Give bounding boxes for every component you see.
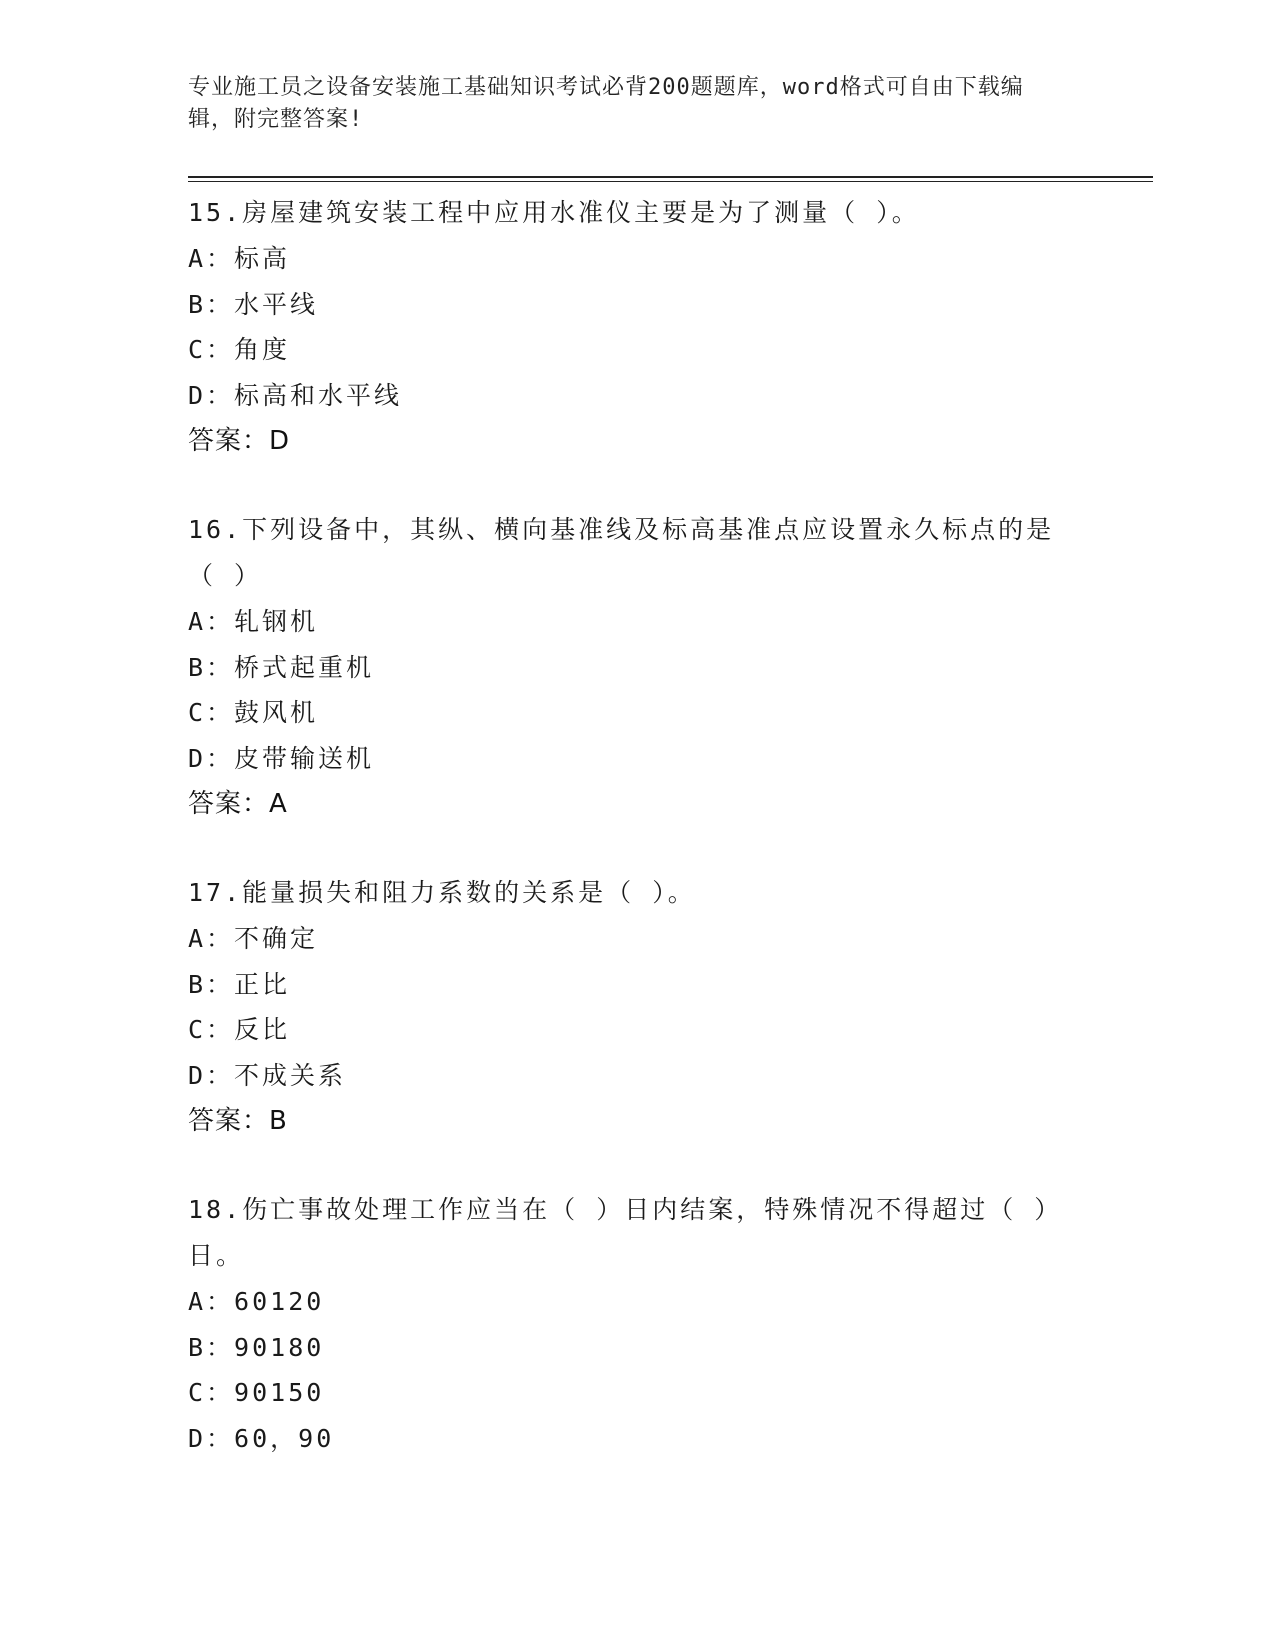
option-a: A：轧钢机: [188, 607, 319, 636]
question-16: [188, 507, 1153, 827]
question-stem: 15.房屋建筑安装工程中应用水准仪主要是为了测量（ ）。: [188, 198, 920, 227]
document-header: 专业施工员之设备安装施工基础知识考试必背200题题库，word格式可自由下载编辑，附完整答案!: [188, 75, 1024, 132]
answer-line: 答案：D: [188, 426, 291, 456]
header-divider-thin: [188, 181, 1153, 182]
option-d: D：不成关系: [188, 1060, 347, 1090]
answer-line: 答案：B: [188, 1106, 288, 1136]
answer-line: 答案：A: [188, 789, 288, 819]
option-b: B：桥式起重机: [188, 652, 375, 682]
option-c: C：鼓风机: [188, 698, 319, 727]
option-c: C：90150: [188, 1378, 325, 1407]
header-divider-thick: [188, 176, 1153, 178]
option-b: B：水平线: [188, 289, 319, 319]
question-list: [188, 190, 1153, 1504]
option-b: B：正比: [188, 969, 291, 999]
option-d: D：60，90: [188, 1423, 335, 1453]
option-a: A：60120: [188, 1287, 325, 1316]
option-d: D：标高和水平线: [188, 380, 403, 410]
question-18: [188, 1187, 1153, 1461]
question-stem: 17.能量损失和阻力系数的关系是（ ）。: [188, 878, 696, 907]
question-stem: 16.下列设备中，其纵、横向基准线及标高基准点应设置永久标点的是（ ）: [188, 515, 1055, 590]
option-c: C：反比: [188, 1015, 291, 1044]
question-stem: 18.伤亡事故处理工作应当在（ ）日内结案，特殊情况不得超过（ ）日。: [188, 1195, 1063, 1270]
option-b: B：90180: [188, 1332, 325, 1362]
question-17: [188, 870, 1153, 1144]
option-d: D：皮带输送机: [188, 743, 375, 773]
option-c: C：角度: [188, 335, 291, 364]
question-15: [188, 190, 1153, 464]
option-a: A：不确定: [188, 924, 319, 953]
option-a: A：标高: [188, 244, 291, 273]
